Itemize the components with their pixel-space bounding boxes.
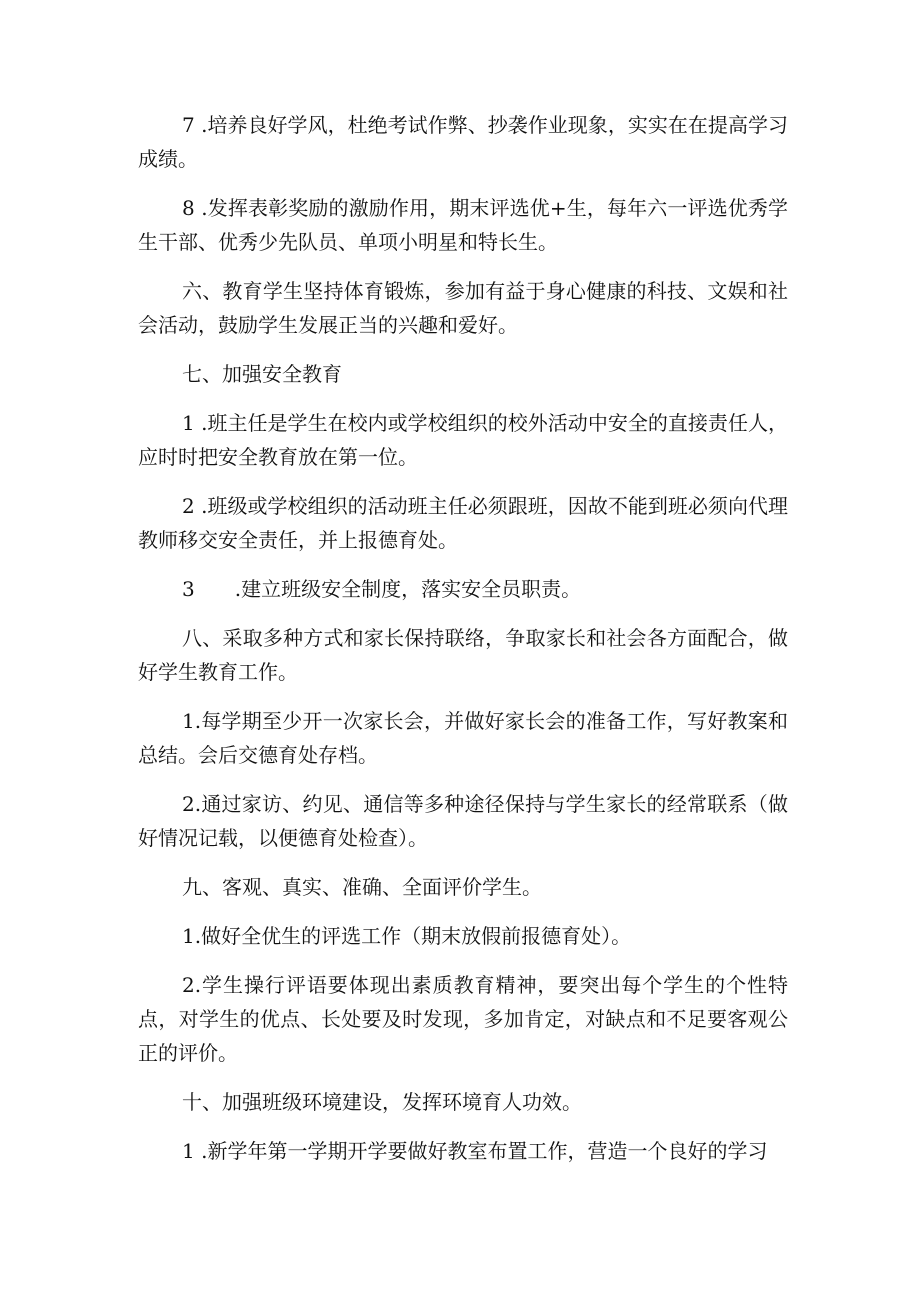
heading-section-7 — [138, 357, 788, 391]
paragraph-safety-1 — [138, 406, 788, 474]
paragraph-text: 7 .培养良好学风，杜绝考试作弊、抄袭作业现象，实实在在提高学习成绩。 — [138, 113, 788, 171]
paragraph-evaluation-2 — [138, 968, 788, 1070]
paragraph-item-8 — [138, 191, 788, 259]
heading-section-9 — [138, 870, 788, 904]
paragraph-text: 1 .新学年第一学期开学要做好教室布置工作，营造一个良好的学习 — [182, 1139, 768, 1163]
paragraph-text: 八、采取多种方式和家长保持联络，争取家长和社会各方面配合，做好学生教育工作。 — [138, 626, 788, 684]
paragraph-safety-3 — [138, 572, 788, 606]
paragraph-text: 1.做好全优生的评选工作（期末放假前报德育处）。 — [182, 924, 632, 948]
paragraph-text: 十、加强班级环境建设，发挥环境育人功效。 — [182, 1090, 582, 1114]
paragraph-text: 2.通过家访、约见、通信等多种途径保持与学生家长的经常联系（做好情况记载，以便德育处检查）。 — [138, 792, 788, 850]
paragraph-text: 七、加强安全教育 — [182, 362, 342, 386]
paragraph-safety-2 — [138, 489, 788, 557]
paragraph-text: 1.每学期至少开一次家长会，并做好家长会的准备工作，写好教案和总结。会后交德育处存档。 — [138, 709, 788, 767]
paragraph-text: 2.学生操行评语要体现出素质教育精神，要突出每个学生的个性特点，对学生的优点、长处要及时发现，多加肯定，对缺点和不足要客观公正的评价。 — [138, 973, 788, 1065]
paragraph-item-7 — [138, 108, 788, 176]
heading-section-10 — [138, 1085, 788, 1119]
paragraph-parents-1 — [138, 704, 788, 772]
paragraph-environment-1 — [138, 1134, 788, 1168]
paragraph-text: 六、教育学生坚持体育锻炼，参加有益于身心健康的科技、文娱和社会活动，鼓励学生发展正当的兴趣和爱好。 — [138, 279, 788, 337]
paragraph-text: 3 .建立班级安全制度，落实安全员职责。 — [182, 577, 582, 601]
paragraph-evaluation-1 — [138, 919, 788, 953]
paragraph-text: 8 .发挥表彰奖励的激励作用，期末评选优+生，每年六一评选优秀学生干部、优秀少先队员、单项小明星和特长生。 — [138, 196, 788, 254]
paragraph-text: 九、客观、真实、准确、全面评价学生。 — [182, 875, 542, 899]
paragraph-section-8 — [138, 621, 788, 689]
paragraph-text: 1 .班主任是学生在校内或学校组织的校外活动中安全的直接责任人，应时时把安全教育放在第一位。 — [138, 411, 788, 469]
paragraph-parents-2 — [138, 787, 788, 855]
paragraph-section-6 — [138, 274, 788, 342]
paragraph-text: 2 .班级或学校组织的活动班主任必须跟班，因故不能到班必须向代理教师移交安全责任，并上报德育处。 — [138, 494, 788, 552]
